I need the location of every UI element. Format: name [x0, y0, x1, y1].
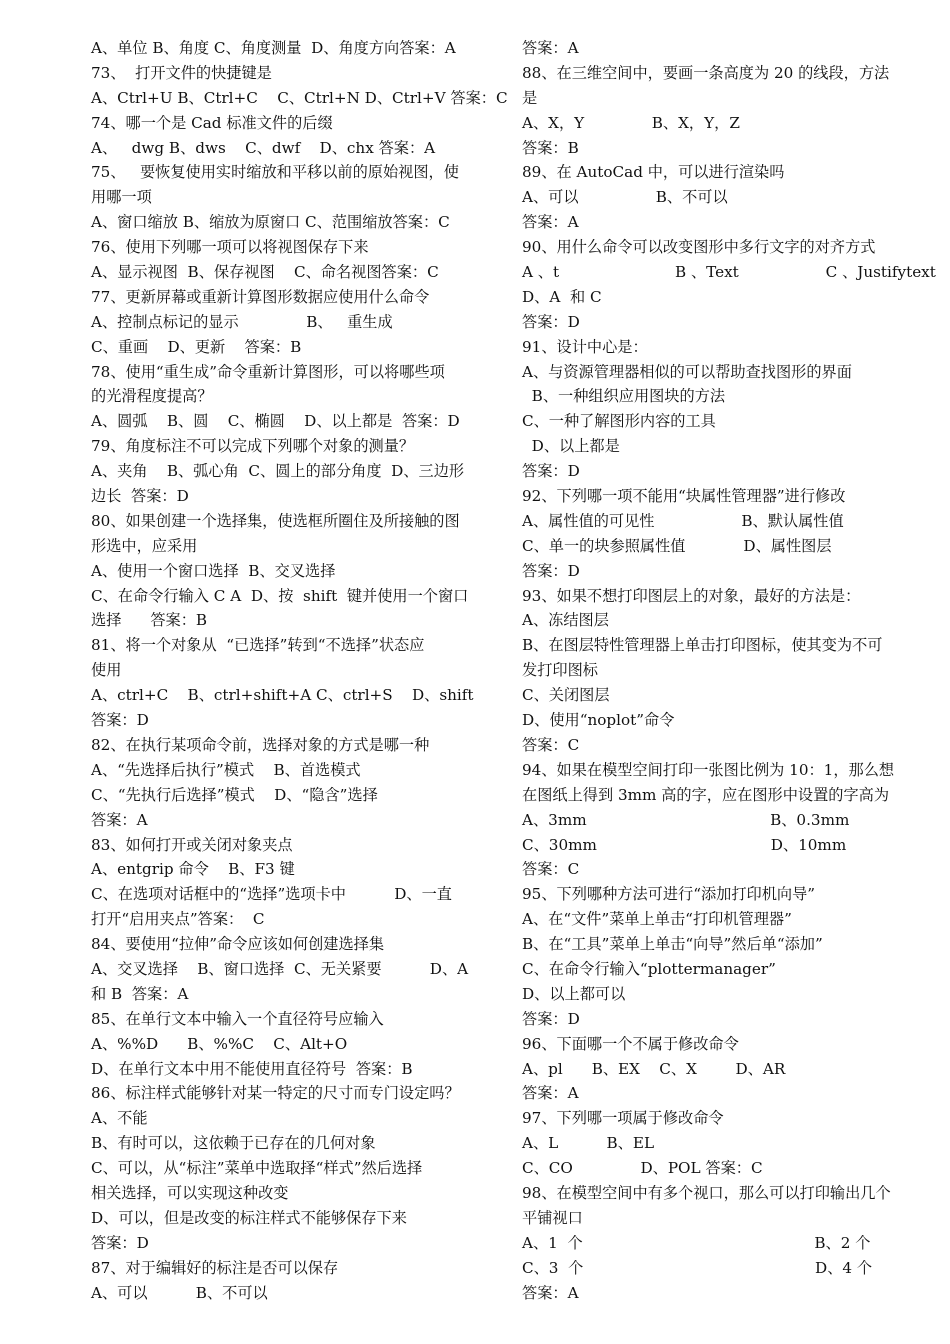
- right-column: [522, 36, 936, 1305]
- text-line: 83、如何打开或关闭对象夹点: [91, 835, 293, 854]
- text-line: A、冻结图层: [522, 611, 609, 630]
- text-line: 答案：A: [522, 1084, 579, 1103]
- text-line: A、显示视图 B、保存视图 C、命名视图答案：C: [91, 263, 439, 282]
- text-line: 76、使用下列哪一项可以将视图保存下来: [91, 238, 369, 257]
- text-line: 97、下列哪一项属于修改命令: [522, 1109, 724, 1128]
- text-line: C、单一的块参照属性值 D、属性图层: [522, 536, 832, 555]
- text-line: 在图纸上得到 3mm 高的字，应在图形中设置的字高为: [522, 785, 890, 804]
- text-line: B、在“工具”菜单上单击“向导”然后单“添加”: [522, 935, 823, 954]
- text-line: A、%%D B、%%C C、Alt+O: [91, 1034, 348, 1053]
- text-line: 答案：D: [91, 711, 149, 730]
- text-line: C、“先执行后选择”模式 D、“隐含”选择: [91, 785, 378, 804]
- text-line: 使用: [91, 661, 122, 680]
- text-line: 答案：A: [522, 39, 579, 57]
- text-line: 77、更新屏幕或重新计算图形数据应使用什么命令: [91, 287, 430, 306]
- text-line: 96、下面哪一个不属于修改命令: [522, 1034, 739, 1053]
- text-line: 73、 打开文件的快捷键是: [91, 63, 272, 82]
- text-line: 形选中，应采用: [91, 536, 198, 555]
- text-line: 答案：D: [522, 312, 580, 331]
- text-line: D、以上都是: [522, 437, 620, 456]
- text-line: 边长 答案：D: [91, 487, 189, 506]
- text-line: C、关闭图层: [522, 686, 610, 705]
- text-line: 91、设计中心是：: [522, 337, 648, 356]
- text-line: 发打印图标: [522, 661, 598, 680]
- text-line: 答案：C: [522, 860, 580, 879]
- text-line: 75、 要恢复使用实时缩放和平移以前的原始视图，使: [91, 163, 459, 182]
- text-line: A、窗口缩放 B、缩放为原窗口 C、范围缩放答案：C: [91, 213, 450, 232]
- left-column: [91, 36, 508, 1305]
- text-line: A、在“文件”菜单上单击“打印机管理器”: [522, 910, 792, 929]
- text-line: D、使用“noplot”命令: [522, 711, 675, 730]
- text-line: 98、在模型空间中有多个视口，那么可以打印输出几个: [522, 1183, 891, 1202]
- text-line: 和 B 答案：A: [91, 984, 189, 1003]
- text-line: 93、如果不想打印图层上的对象，最好的方法是：: [522, 586, 861, 605]
- text-line: C、在选项对话框中的“选择”选项卡中 D、一直: [91, 885, 452, 904]
- text-line: 相关选择，可以实现这种改变: [91, 1183, 289, 1202]
- text-line: 80、如果创建一个选择集，使选框所圈住及所接触的图: [91, 511, 460, 530]
- text-line: 答案：A: [91, 810, 148, 829]
- text-line: A、控制点标记的显示 B、 重生成: [91, 312, 393, 331]
- text-line: A、Ctrl+U B、Ctrl+C C、Ctrl+N D、Ctrl+V 答案：C: [91, 88, 508, 107]
- text-line: A、1 个 B、2 个: [522, 1233, 871, 1252]
- text-line: A、L B、EL: [522, 1134, 655, 1153]
- text-line: 78、使用“重生成”命令重新计算图形，可以将哪些项: [91, 362, 445, 381]
- text-line: 84、要使用“拉伸”命令应该如何创建选择集: [91, 935, 385, 954]
- text-line: C、一种了解图形内容的工具: [522, 412, 716, 431]
- text-line: 是: [522, 88, 538, 107]
- text-line: A、3mm B、0.3mm: [522, 810, 850, 829]
- text-line: A、 dwg B、dws C、dwf D、chx 答案：A: [91, 138, 436, 157]
- text-line: C、CO D、POL 答案：C: [522, 1159, 763, 1178]
- text-line: 答案：D: [522, 1009, 580, 1028]
- text-line: A、与资源管理器相似的可以帮助查找图形的界面: [522, 362, 852, 381]
- text-line: A、entgrip 命令 B、F3 键: [91, 860, 295, 879]
- text-line: 用哪一项: [91, 188, 152, 207]
- text-line: 答案：D: [522, 561, 580, 580]
- text-line: 74、哪一个是 Cad 标准文件的后缀: [91, 113, 333, 132]
- text-line: A、ctrl+C B、ctrl+shift+A C、ctrl+S D、shift: [91, 686, 474, 705]
- text-line: B、一种组织应用图块的方法: [522, 387, 726, 406]
- text-line: 选择 答案：B: [91, 611, 208, 630]
- text-line: 89、在 AutoCad 中，可以进行渲染吗: [522, 163, 785, 182]
- text-line: 88、在三维空间中，要画一条高度为 20 的线段，方法: [522, 63, 890, 82]
- text-line: 82、在执行某项命令前，选择对象的方式是哪一种: [91, 735, 430, 754]
- text-line: A、属性值的可见性 B、默认属性值: [522, 511, 844, 530]
- text-line: 答案：D: [522, 462, 580, 481]
- text-line: 86、标注样式能够针对某一特定的尺寸而专门设定吗？: [91, 1084, 460, 1103]
- text-line: A、X，Y B、X，Y，Z: [522, 113, 740, 132]
- text-line: 85、在单行文本中输入一个直径符号应输入: [91, 1009, 384, 1028]
- text-line: 95、下列哪种方法可进行“添加打印机向导”: [522, 885, 816, 904]
- text-line: D、A 和 C: [522, 287, 602, 306]
- text-line: 的光滑程度提高？: [91, 387, 213, 406]
- text-line: D、在单行文本中用不能使用直径符号 答案：B: [91, 1059, 413, 1078]
- text-line: 81、将一个对象从 “已选择”转到“不选择”状态应: [91, 636, 425, 655]
- text-line: A、圆弧 B、圆 C、椭圆 D、以上都是 答案：D: [91, 412, 460, 431]
- text-line: A、不能: [91, 1109, 148, 1128]
- text-line: 79、角度标注不可以完成下列哪个对象的测量？: [91, 437, 415, 456]
- text-line: A、“先选择后执行”模式 B、首选模式: [91, 760, 361, 779]
- text-line: A、可以 B、不可以: [522, 188, 728, 207]
- text-line: 94、如果在模型空间打印一张图比例为 10：1，那么想: [522, 760, 895, 779]
- text-line: 答案：A: [522, 1283, 579, 1302]
- text-line: A、可以 B、不可以: [91, 1283, 268, 1302]
- text-line: D、以上都可以: [522, 984, 626, 1003]
- text-line: C、可以，从“标注”菜单中选取择“样式”然后选择: [91, 1159, 423, 1178]
- text-line: B、在图层特性管理器上单击打印图标，使其变为不可: [522, 636, 883, 655]
- text-line: B、有时可以，这依赖于已存在的几何对象: [91, 1134, 376, 1153]
- text-line: A 、t B 、Text C 、Justifytext: [522, 263, 936, 282]
- text-line: 92、下列哪一项不能用“块属性管理器”进行修改: [522, 487, 846, 506]
- text-line: D、可以，但是改变的标注样式不能够保存下来: [91, 1208, 407, 1227]
- text-line: A、夹角 B、弧心角 C、圆上的部分角度 D、三边形: [91, 462, 465, 481]
- text-line: C、在命令行输入 C A D、按 shift 键并使用一个窗口: [91, 586, 469, 605]
- text-line: A、交叉选择 B、窗口选择 C、无关紧要 D、A: [91, 959, 469, 978]
- text-line: 87、对于编辑好的标注是否可以保存: [91, 1258, 339, 1277]
- text-line: C、3 个 D、4 个: [522, 1258, 873, 1277]
- text-line: 答案：A: [522, 213, 579, 232]
- text-line: 打开“启用夹点”答案： C: [91, 910, 265, 929]
- text-line: C、30mm D、10mm: [522, 835, 847, 854]
- text-line: 平铺视口: [522, 1208, 583, 1227]
- text-line: A、pl B、EX C、X D、AR: [522, 1059, 786, 1078]
- text-line: C、重画 D、更新 答案：B: [91, 337, 302, 356]
- text-line: 90、用什么命令可以改变图形中多行文字的对齐方式: [522, 238, 876, 257]
- text-line: A、单位 B、角度 C、角度测量 D、角度方向答案：A: [91, 39, 456, 57]
- text-line: 答案：C: [522, 735, 580, 754]
- text-line: 答案：D: [91, 1233, 149, 1252]
- text-line: A、使用一个窗口选择 B、交叉选择: [91, 561, 336, 580]
- text-line: C、在命令行输入“plottermanager”: [522, 959, 776, 978]
- text-line: 答案：B: [522, 138, 579, 157]
